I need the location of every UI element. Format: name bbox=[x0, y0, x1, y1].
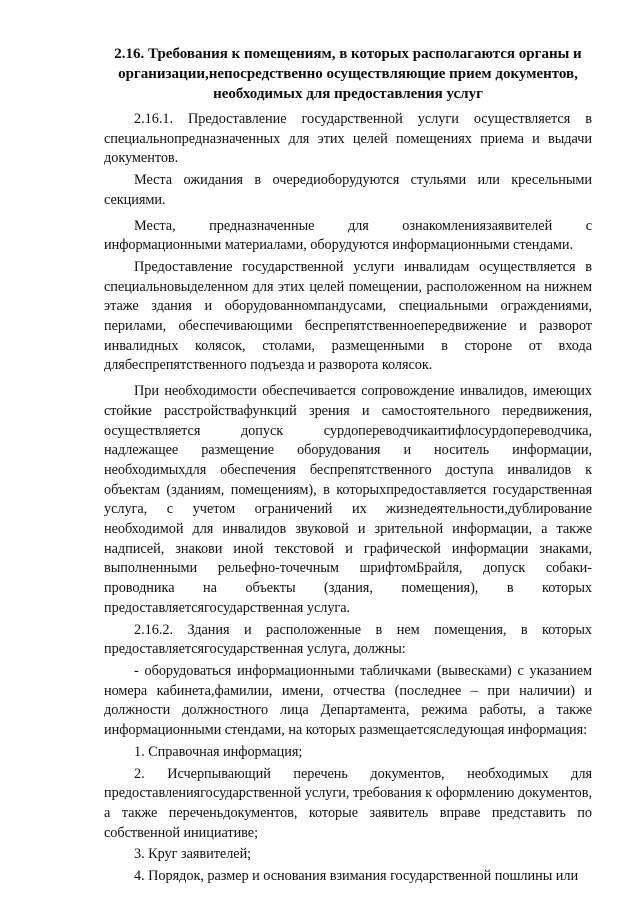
paragraph-2-16-2: 2.16.2. Здания и расположенные в нем помещения, в которых предоставляетсягосударственная услуга, должны: bbox=[104, 621, 592, 658]
section-heading-line-1: 2.16. Требования к помещениям, в которых располагаются органы и bbox=[114, 46, 582, 62]
paragraph-disabled-access-premises: Предоставление государственной услуги инвалидам осуществляется в специальновыделенном для этих целей помещении, расположенном на нижнем этаже здания и оборудованномпандусами, специальными ограждениями, перилами, обеспечивающими беспрепятственноепередвижение и разворот инвалидных колясок, столами, размещенными в стороне от входа длябеспрепятственного подъезда и разворота колясок. bbox=[104, 258, 592, 374]
document-page bbox=[104, 44, 592, 889]
section-heading bbox=[104, 44, 592, 104]
paragraph-info-areas: Места, предназначенные для ознакомлениязаявителей с информационными материалами, оборудуются информационными стендами. bbox=[104, 217, 592, 254]
section-heading-line-3: необходимых для предоставления услуг bbox=[213, 86, 483, 102]
paragraph-disabled-assistance: При необходимости обеспечивается сопровождение инвалидов, имеющих стойкие расстройствафункций зрения и самостоятельного передвижения, осуществляется допуск сурдопереводчикаитифлосурдопереводчика, надлежащее размещение оборудования и носитель информации, необходимыхдля обеспечения беспрепятственного доступа инвалидов к объектам (зданиям, помещениям), в которыхпредоставляется государственная услуга, с учетом ограничений их жизнедеятельности,дублирование необходимой для инвалидов звуковой и зрительной информации, а также надписей, знакови иной текстовой и графической информации знаками, выполненными рельефно-точечным шрифтомБрайля, допуск собаки-проводника на объекты (здания, помещения), в которых предоставляетсягосударственная услуга. bbox=[104, 383, 592, 616]
section-heading-line-2: организации,непосредственно осуществляющие прием документов, bbox=[118, 66, 578, 82]
list-item-3: 3. Круг заявителей; bbox=[134, 846, 252, 863]
paragraph-waiting-areas: Места ожидания в очередиоборудуются стульями или кресельными секциями. bbox=[104, 172, 592, 208]
list-item-4: 4. Порядок, размер и основания взимания государственной пошлины или bbox=[134, 868, 579, 885]
list-item-1: 1. Справочная информация; bbox=[134, 743, 303, 760]
list-item-2: 2. Исчерпывающий перечень документов, необходимых для предоставлениягосударственной услуги, требования к оформлению документов, а также переченьдокументов, которые заявитель вправе представить по собственной инициативе; bbox=[104, 765, 592, 841]
paragraph-info-signs: - оборудоваться информационными табличками (вывесками) с указанием номера кабинета,фамилии, имени, отчества (последнее – при наличии) и должности должностного лица Департамента, режима работы, а также информационными стендами, на которых размещаетсяследующая информация: bbox=[104, 662, 592, 739]
paragraph-2-16-1: 2.16.1. Предоставление государственной услуги осуществляется в специальнопредназначенных для этих целей помещениях приема и выдачи документов. bbox=[104, 111, 592, 167]
